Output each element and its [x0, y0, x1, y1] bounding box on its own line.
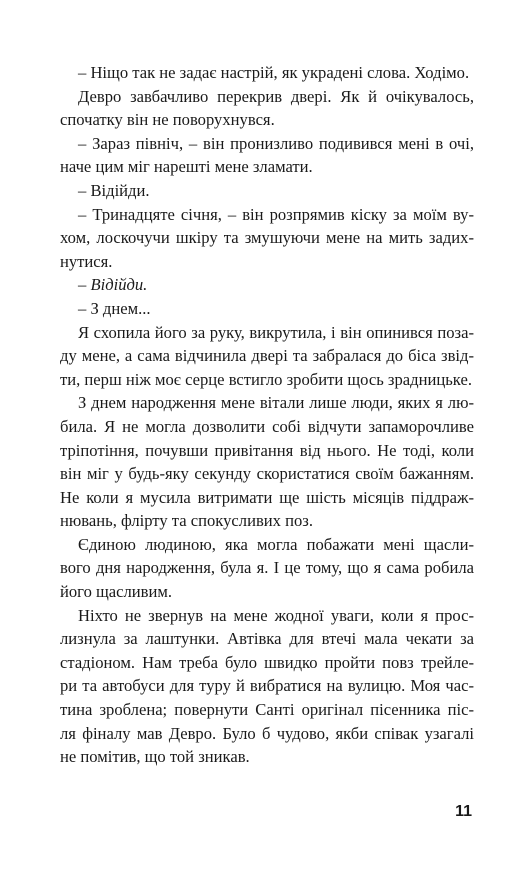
text-line: – Відійди. — [78, 275, 148, 295]
text-line: Не коли я мусила витримати ще шість місяців піддраж- — [60, 487, 474, 507]
text-line: ти, перш ніж моє серце встигло зробити щось зрадницьке. — [60, 369, 472, 389]
text-line: ля фіналу мав Деврo. Було б чудово, якби співак узагалі — [60, 723, 474, 743]
text-line: З днем народження мене вітали лише люди, яких я лю- — [78, 393, 474, 413]
text-line: ду мене, а сама відчинила двері та забралася до біса звід- — [60, 346, 474, 366]
text-line: била. Я не могла дозволити собі відчути запаморочливе — [60, 416, 474, 436]
text-line: наче цим міг нарешті мене зламати. — [60, 157, 313, 177]
text-line: Деврo завбачливо перекрив двері. Як й очікувалось, — [78, 86, 474, 106]
page-number: 11 — [455, 803, 472, 820]
text-line: – З днем... — [78, 298, 151, 318]
text-line: його щасливим. — [60, 582, 173, 602]
page-text — [60, 61, 474, 769]
text-line: він міг у будь-яку секунду скористатися своїм бажанням. — [60, 464, 474, 484]
text-line: стадіоном. Нам треба було швидко пройти повз трейле- — [60, 652, 474, 672]
text-line: тина зроблена; повернути Санті оригінал пісенника піс- — [60, 700, 474, 720]
text-line: не помітив, що той зникав. — [60, 747, 250, 767]
text-line: спочатку він не поворухнувся. — [60, 110, 275, 130]
text-line: хом, лоскочучи шкіру та змушуючи мене на мить задих- — [60, 228, 474, 248]
text-line: Єдиною людиною, яка могла побажати мені щасли- — [78, 534, 474, 554]
text-line: лизнула за лаштунки. Автівка для втечі мала чекати за — [60, 629, 474, 649]
text-line: ри та автобуси для туру й вибратися на вулицю. Моя час- — [60, 676, 474, 696]
text-line: нювань, флірту та спокусливих поз. — [60, 511, 313, 531]
text-line: нутися. — [60, 251, 113, 271]
text-line: – Зараз північ, – він пронизливо подивився мені в очі, — [78, 133, 474, 153]
text-line: Я схопила його за руку, викрутила, і він опинився поза- — [78, 322, 474, 342]
text-line: тріпотіння, почувши привітання від нього. Не тоді, коли — [60, 440, 474, 460]
text-line: Ніхто не звернув на мене жодної уваги, коли я прос- — [78, 605, 474, 625]
text-line: – Відійди. — [78, 180, 150, 200]
text-line: – Тринадцяте січня, – він розпрямив кіску за моїм ву- — [78, 204, 474, 224]
text-line: вого дня народження, була я. І це тому, що я сама робила — [60, 558, 474, 578]
text-line: – Ніщо так не задає настрій, як украдені слова. Ходімо. — [78, 63, 470, 82]
